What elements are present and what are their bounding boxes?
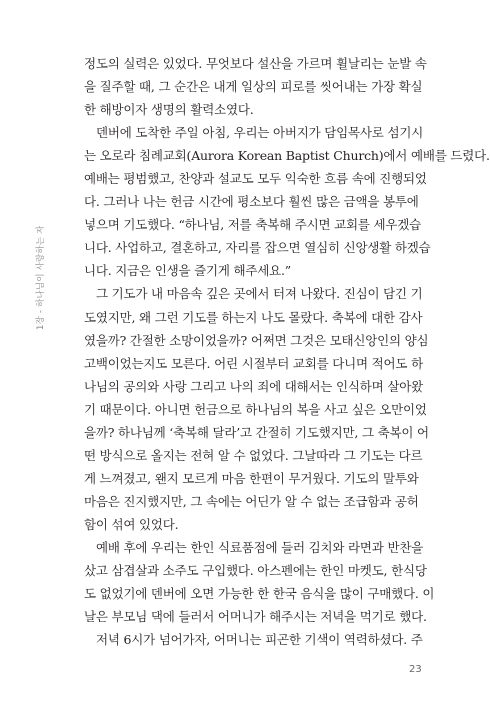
text-line: 한 해방이자 생명의 활력소였다. (84, 102, 254, 118)
side-chapter-label: 1장 - 하나님이 사랑하는 자 (36, 225, 46, 330)
text-line: 샀고 삼겹살과 소주도 구입했다. 아스펜에는 한인 마켓도, 한식당 (84, 563, 427, 579)
text-line: 덴버에 도착한 주일 아침, 우리는 아버지가 담임목사로 섬기시 (96, 125, 424, 141)
text-line: 넣으며 기도했다. “하나님, 저를 축복해 주시면 교회를 세우겠습 (84, 217, 422, 233)
text-line: 니다. 지금은 인생을 즐기게 해주세요.” (84, 263, 291, 279)
text-line: 마음은 진지했지만, 그 속에는 어딘가 알 수 없는 조급함과 공허 (84, 493, 419, 509)
text-line: 예배는 평범했고, 찬양과 설교도 모두 익숙한 흐름 속에 진행되었 (84, 171, 427, 187)
text-line: 을까? 하나님께 ‘축복해 달라’고 간절히 기도했지만, 그 축복이 어 (84, 424, 429, 440)
text-line: 기 때문이다. 아니면 헌금으로 하나님의 복을 사고 싶은 오만이었 (84, 401, 427, 417)
text-line: 게 느껴졌고, 왠지 모르게 마음 한편이 무거웠다. 기도의 말투와 (84, 470, 419, 486)
text-line: 니다. 사업하고, 결혼하고, 자리를 잡으면 열심히 신앙생활 하겠습 (84, 240, 431, 256)
text-line: 고백이었는지도 모른다. 어린 시절부터 교회를 다니며 적어도 하 (84, 355, 423, 371)
text-line: 정도의 실력은 있었다. 무엇보다 설산을 가르며 휠날리는 눈발 속 (84, 56, 427, 71)
page-number: 23 (409, 664, 422, 675)
text-line: 나님의 공의와 사랑 그리고 나의 죄에 대해서는 인식하며 살아왔 (84, 378, 423, 394)
text-line: 예배 후에 우리는 한인 식료품점에 들러 김치와 라면과 반찬을 (96, 539, 424, 555)
text-line: 함이 섞여 있었다. (84, 516, 179, 532)
text-line: 날은 부모님 댁에 들러서 어머니가 해주시는 저녁을 먹기로 했다. (84, 609, 427, 625)
text-line: 저녁 6시가 넘어가자, 어머니는 피곤한 기색이 역력하셨다. 주 (96, 632, 423, 648)
text-line: 그 기도가 내 마음속 깊은 곳에서 터져 나왔다. 진심이 담긴 기 (96, 286, 423, 302)
text-line: 을 질주할 때, 그 순간은 내게 일상의 피로를 씻어내는 가장 확실 (84, 79, 423, 95)
body-text (84, 52, 490, 651)
text-line: 다. 그러나 나는 헌금 시간에 평소보다 훨씬 많은 금액을 봉투에 (84, 194, 419, 210)
text-line: 도 없었기에 덴버에 오면 가능한 한 한국 음식을 많이 구매했다. 이 (84, 586, 435, 602)
text-line: 였을까? 간절한 소망이었을까? 어쩌면 그것은 모태신앙인의 양심 (84, 332, 429, 348)
text-line: 는 오로라 침례교회(Aurora Korean Baptist Church)에서 예배를 드렸다. (84, 148, 490, 164)
text-line: 떤 방식으로 올지는 전혀 알 수 없었다. 그날따라 그 기도는 다르 (84, 447, 423, 463)
text-line: 도였지만, 왜 그런 기도를 하는지 나도 몰랐다. 축복에 대한 감사 (84, 309, 423, 325)
